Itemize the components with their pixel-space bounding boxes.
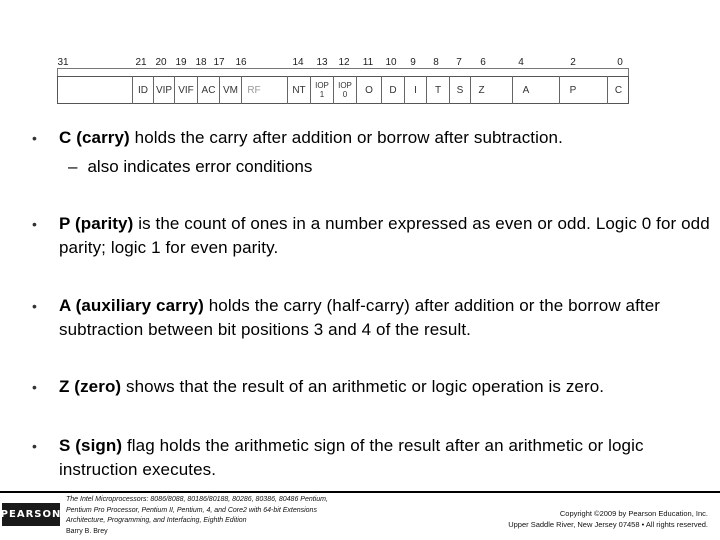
flag-bit-cell xyxy=(426,76,449,104)
bit-number: 18 xyxy=(195,57,207,68)
flag-bit-cell xyxy=(287,76,310,104)
flag-label: RF xyxy=(247,84,261,96)
flag-bit-cell xyxy=(132,76,153,104)
flag-label: VIF xyxy=(178,84,194,96)
flag-label: T xyxy=(434,84,442,96)
flag-label: Z xyxy=(478,84,485,96)
flag-bit-cell xyxy=(310,76,333,104)
flag-label: AC xyxy=(201,84,216,96)
flag-bit-cell xyxy=(333,76,356,104)
register-top-bar xyxy=(57,68,629,76)
flag-label: O xyxy=(365,84,373,96)
flag-label: P xyxy=(569,84,577,96)
bullet-marker: • xyxy=(32,216,38,232)
bit-number: 16 xyxy=(235,57,247,68)
flag-bit-cell xyxy=(559,76,586,104)
flag-name: C (carry) xyxy=(59,128,130,147)
book-title-line: The Intel Microprocessors: 8086/8088, 80186/80188, 80286, 80386, 80486 Pentium, xyxy=(66,496,328,503)
flag-description: shows that the result of an arithmetic or logic operation is zero. xyxy=(121,377,605,396)
sub-bullet-text: also indicates error conditions xyxy=(87,157,313,176)
sub-bullet-carry xyxy=(68,155,312,179)
bit-number: 7 xyxy=(456,57,462,68)
bit-number: 10 xyxy=(385,57,397,68)
bullet-marker: • xyxy=(32,298,38,314)
footer-divider xyxy=(0,491,720,493)
flags-register-diagram xyxy=(0,0,720,110)
bullet-text xyxy=(59,212,716,260)
bit-number: 19 xyxy=(175,57,187,68)
flag-bit-cell xyxy=(153,76,174,104)
flag-name: S (sign) xyxy=(59,436,123,455)
flag-bit-cell xyxy=(197,76,219,104)
bit-number: 0 xyxy=(617,57,623,68)
bullet-carry xyxy=(32,126,716,150)
flag-label: D xyxy=(389,84,397,96)
flag-label: IOP xyxy=(338,81,352,90)
flag-bit-cell xyxy=(449,76,470,104)
bit-number: 2 xyxy=(570,57,576,68)
bullet-marker: • xyxy=(32,130,38,146)
bit-number: 14 xyxy=(292,57,304,68)
flag-label: I xyxy=(414,84,417,96)
flag-description: holds the carry (half-carry) after addition or the borrow after subtraction between bit positions 3 and 4 of the result. xyxy=(59,296,661,339)
flag-bit-cell xyxy=(174,76,197,104)
sub-bullet-dash: – xyxy=(68,157,78,176)
bullet-text xyxy=(59,434,716,482)
copyright-line: Upper Saddle River, New Jersey 07458 • All rights reserved. xyxy=(508,520,708,529)
bit-number: 20 xyxy=(155,57,167,68)
bullet-text xyxy=(59,126,716,150)
book-citation xyxy=(66,495,406,537)
flag-label: A xyxy=(522,84,530,96)
bit-number: 9 xyxy=(410,57,416,68)
flag-description: flag holds the arithmetic sign of the result after an arithmetic or logic instruction executes. xyxy=(59,436,644,479)
flag-description: holds the carry after addition or borrow after subtraction. xyxy=(129,128,563,147)
bit-number: 13 xyxy=(316,57,328,68)
bullet-marker: • xyxy=(32,438,38,454)
flag-bit-cell xyxy=(512,76,539,104)
flag-label: VIP xyxy=(155,84,173,96)
flag-label: NT xyxy=(292,84,306,96)
bit-number: 12 xyxy=(338,57,350,68)
book-title-line: Pentium Pro Processor, Pentium II, Pentium, 4, and Core2 with 64-bit Extensions xyxy=(66,506,317,514)
bullet-sign xyxy=(32,434,716,482)
flag-description: is the count of ones in a number expressed as even or odd. Logic 0 for odd parity; logic 1 for even parity. xyxy=(59,214,710,257)
copyright-line: Copyright ©2009 by Pearson Education, Inc. xyxy=(559,509,708,518)
flag-bit-cell xyxy=(404,76,426,104)
bit-number: 31 xyxy=(57,57,69,68)
book-author: Barry B. Brey xyxy=(66,527,108,535)
flag-subscript: 1 xyxy=(319,90,325,99)
bit-number: 4 xyxy=(518,57,524,68)
flag-bit-cell xyxy=(381,76,404,104)
flag-name: A (auxiliary carry) xyxy=(59,296,204,315)
pearson-logo: PEARSON xyxy=(2,503,60,526)
bit-number: 8 xyxy=(433,57,439,68)
bullet-text xyxy=(59,294,716,342)
flag-bit-cell xyxy=(241,76,266,104)
book-title-line: Architecture, Programming, and Interfacing, Eighth Edition xyxy=(66,517,247,524)
bullet-text xyxy=(59,375,716,399)
bullet-parity xyxy=(32,212,716,260)
flag-label: VM xyxy=(223,84,238,96)
flag-subscript: 0 xyxy=(342,90,348,99)
bit-number: 17 xyxy=(213,57,225,68)
copyright-notice xyxy=(508,508,708,530)
flag-label: ID xyxy=(138,84,148,96)
flag-bit-cell xyxy=(607,76,629,104)
flag-label: C xyxy=(614,84,623,96)
flag-name: Z (zero) xyxy=(59,377,122,396)
bullet-marker: • xyxy=(32,379,38,395)
bit-number: 6 xyxy=(480,57,486,68)
flag-name: P (parity) xyxy=(59,214,134,233)
flag-bit-cell xyxy=(356,76,381,104)
flag-label: S xyxy=(456,84,464,96)
flag-bit-cell xyxy=(470,76,492,104)
flag-bit-cell xyxy=(219,76,241,104)
bit-number: 21 xyxy=(135,57,147,68)
bullet-zero xyxy=(32,375,716,399)
flag-label: IOP xyxy=(315,81,329,90)
bit-number: 11 xyxy=(362,57,374,68)
bullet-auxiliary-carry xyxy=(32,294,716,342)
